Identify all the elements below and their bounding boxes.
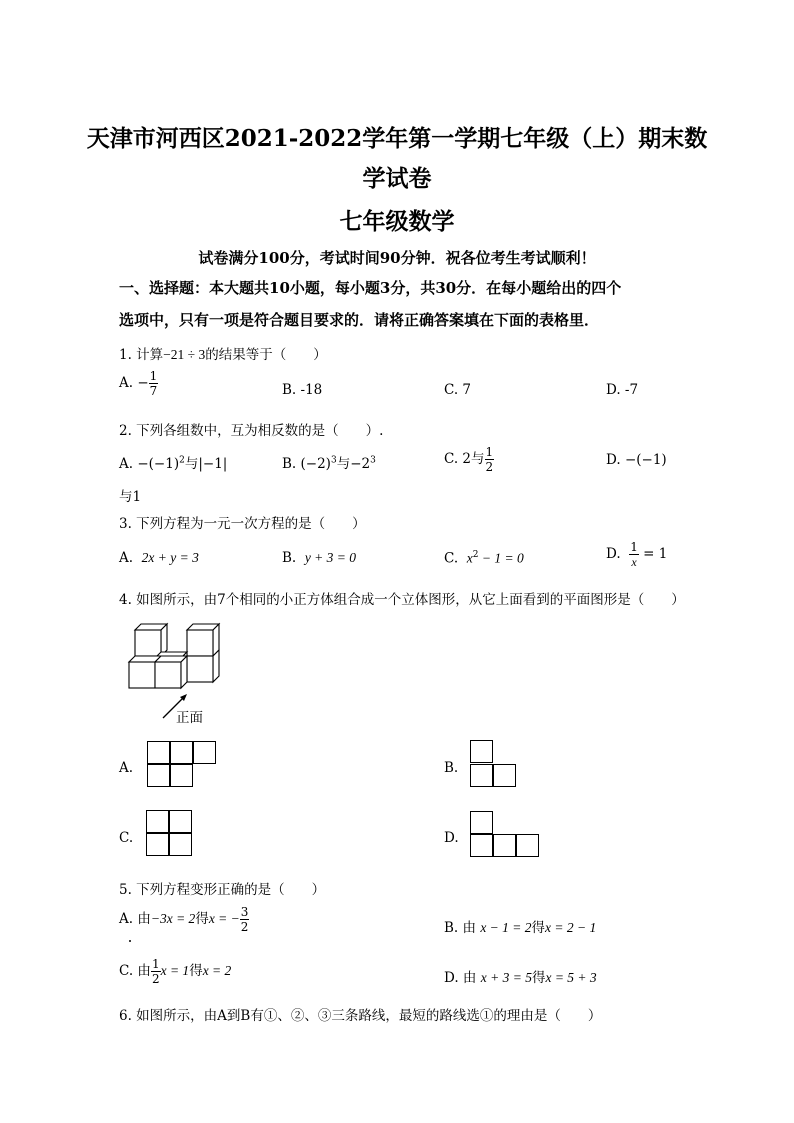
question-5-stem: 5. 下列方程变形正确的是（ ） <box>119 882 326 898</box>
q1-option-b[interactable]: B. -18 <box>282 382 323 398</box>
q4-option-d-label[interactable]: D. <box>444 830 459 846</box>
q3-option-a[interactable]: A. 2x + y = 3 <box>119 550 199 566</box>
q5-option-a-dot <box>129 940 131 942</box>
q2-option-c[interactable]: C. 2与 $\frac{1}{2}$ <box>444 445 494 474</box>
question-1-stem: 1. 计算−21 ÷ 3的结果等于（ ） <box>119 347 327 363</box>
q1-option-d[interactable]: D. -7 <box>606 382 639 398</box>
question-4-stem: 4. 如图所示，由7个相同的小正方体组合成一个立体图形，从它上面看到的平面图形是（ ） <box>119 592 685 608</box>
question-6-stem: 6. 如图所示，由A到B有①、②、③三条路线，最短的路线选①的理由是（ ） <box>119 1008 602 1024</box>
q1-option-c[interactable]: C. 7 <box>444 382 472 398</box>
title-line-1: 天津市河西区2021-2022学年第一学期七年级（上）期末数 <box>86 125 708 152</box>
exam-intro: 试卷满分100分，考试时间90分钟．祝各位考生考试顺利！ <box>198 249 596 267</box>
q5-option-c[interactable]: C. 由 $\frac{1}{2}$ x = 1得x = 2 <box>119 957 232 986</box>
q5-option-d[interactable]: D. 由 x + 3 = 5得x = 5 + 3 <box>444 970 597 986</box>
q4-option-a-label[interactable]: A. <box>119 760 134 776</box>
q3-option-c[interactable]: C. $x^2 - 1 = 0$ <box>444 550 524 567</box>
q2-option-d[interactable]: D. −(−1) <box>606 452 667 468</box>
q5-option-b[interactable]: B. 由 x − 1 = 2得x = 2 − 1 <box>444 920 597 936</box>
q4-option-b-label[interactable]: B. <box>444 760 459 776</box>
section-heading-line-2: 选项中，只有一项是符合题目要求的．请将正确答案填在下面的表格里． <box>119 311 600 329</box>
q2-option-b[interactable]: B. $(-2)^3$与$-2^3$ <box>282 455 376 472</box>
q1-option-a[interactable]: A. − $\frac{1}{7}$ <box>119 369 158 398</box>
q3-option-d[interactable]: D. $\frac{1}{x}$ = 1 <box>606 540 668 569</box>
question-2-stem: 2. 下列各组数中，互为相反数的是（ ）. <box>119 423 384 439</box>
question-3-stem: 3. 下列方程为一元一次方程的是（ ） <box>119 516 366 532</box>
front-label: 正面 <box>176 710 203 726</box>
q4-option-c-label[interactable]: C. <box>119 830 134 846</box>
q5-option-a[interactable]: A. 由−3x = 2得x = − $\frac{3}{2}$ <box>119 905 249 934</box>
q2-option-a[interactable]: A. $-(-1)^2$与|−1| <box>119 455 228 472</box>
q2-option-d-continued: 与1 <box>119 489 142 505</box>
q3-option-b[interactable]: B. y + 3 = 0 <box>282 550 357 566</box>
subtitle: 七年级数学 <box>339 208 455 235</box>
title-line-2: 学试卷 <box>362 165 432 192</box>
section-heading-line-1: 一、选择题：本大题共10小题，每小题3分，共30分．在每小题给出的四个 <box>119 279 622 297</box>
